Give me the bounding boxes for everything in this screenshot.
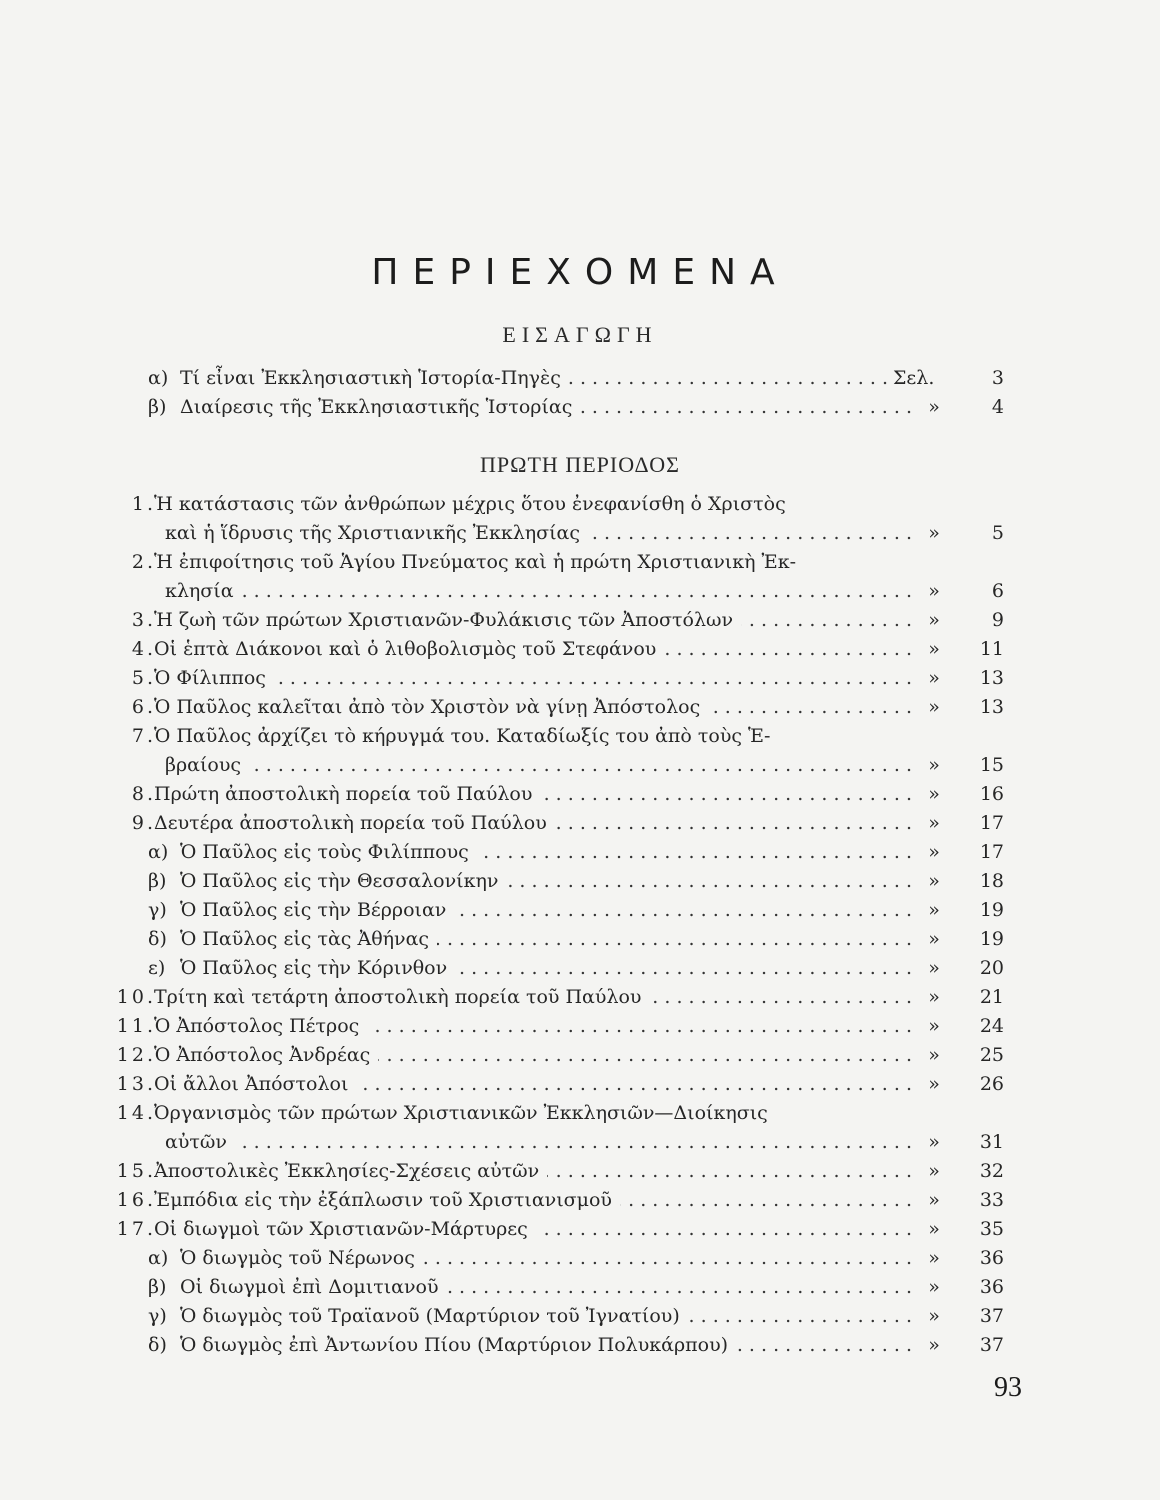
toc-entry-title: Ὁ Παῦλος ἀρχίζει τὸ κήρυγμά του. Καταδίωξίς του ἀπὸ τοὺς Ἑ- bbox=[154, 725, 771, 747]
toc-entry-number: 9. bbox=[131, 812, 156, 834]
toc-sub-label: β) bbox=[148, 870, 167, 892]
dot-leader bbox=[547, 1157, 912, 1185]
toc-sub-label: γ) bbox=[148, 1305, 167, 1327]
toc-entry bbox=[0, 1099, 1160, 1127]
ditto-mark: » bbox=[928, 928, 940, 950]
toc-entry-number: 7. bbox=[131, 725, 156, 747]
toc-page-number: 37 bbox=[979, 1334, 1004, 1356]
section-heading-intro: ΕΙΣΑΓΩΓΗ bbox=[502, 322, 658, 347]
toc-page-number: 16 bbox=[979, 783, 1004, 805]
toc-page-number: 18 bbox=[979, 870, 1004, 892]
dot-leader bbox=[242, 577, 912, 605]
toc-entry bbox=[0, 693, 1160, 721]
toc-entry-continuation bbox=[0, 519, 1160, 547]
toc-entry-title: Ἡ κατάστασις τῶν ἀνθρώπων μέχρις ὅτου ἐνεφανίσθη ὁ Χριστὸς bbox=[154, 493, 786, 515]
dot-leader bbox=[454, 896, 912, 924]
ditto-mark: » bbox=[928, 986, 940, 1008]
dot-leader bbox=[423, 1244, 912, 1272]
toc-entry-title: Ὀργανισμὸς τῶν πρώτων Χριστιανικῶν Ἐκκλησιῶν—Διοίκησις bbox=[154, 1102, 768, 1124]
ditto-mark: » bbox=[928, 1131, 940, 1153]
toc-entry bbox=[0, 490, 1160, 518]
toc-entry-title: Ὁ διωγμὸς τοῦ Τραϊανοῦ (Μαρτύριον τοῦ Ἰγνατίου) bbox=[180, 1305, 680, 1327]
toc-entry-title: Ὁ διωγμὸς ἐπὶ Ἀντωνίου Πίου (Μαρτύριον Πολυκάρπου) bbox=[180, 1334, 729, 1356]
ditto-mark: » bbox=[928, 841, 940, 863]
toc-entry-title: Πρώτη ἀποστολικὴ πορεία τοῦ Παύλου bbox=[154, 783, 533, 805]
toc-intro-entry bbox=[0, 364, 1160, 392]
ditto-mark: » bbox=[928, 783, 940, 805]
toc-page-number: 19 bbox=[979, 928, 1004, 950]
toc-sub-label: ε) bbox=[148, 957, 166, 979]
toc-entry-number: 14. bbox=[116, 1102, 156, 1124]
dot-leader bbox=[274, 664, 912, 692]
toc-sub-entry bbox=[0, 896, 1160, 924]
toc-page-number: 9 bbox=[991, 609, 1004, 631]
toc-page-number: 36 bbox=[979, 1247, 1004, 1269]
toc-entry-title: Ἐμπόδια εἰς τὴν ἐξάπλωσιν τοῦ Χριστιανισμοῦ bbox=[154, 1189, 612, 1211]
dot-leader bbox=[588, 519, 912, 547]
dot-leader bbox=[649, 983, 912, 1011]
dot-leader bbox=[708, 693, 912, 721]
ditto-mark: » bbox=[928, 522, 940, 544]
ditto-mark: » bbox=[928, 754, 940, 776]
ditto-mark: » bbox=[928, 396, 940, 418]
toc-page-number: 13 bbox=[979, 696, 1004, 718]
toc-entry-number: 1. bbox=[131, 493, 156, 515]
toc-sub-entry bbox=[0, 867, 1160, 895]
ditto-mark: » bbox=[928, 1189, 940, 1211]
toc-entry-number: 2. bbox=[131, 551, 156, 573]
toc-entry-title: Δευτέρα ἀποστολικὴ πορεία τοῦ Παύλου bbox=[154, 812, 547, 834]
dot-leader bbox=[447, 1273, 912, 1301]
toc-entry bbox=[0, 1186, 1160, 1214]
ditto-mark: » bbox=[928, 1334, 940, 1356]
toc-entry bbox=[0, 1041, 1160, 1069]
dot-leader bbox=[506, 867, 912, 895]
toc-sub-entry bbox=[0, 1331, 1160, 1359]
toc-entry-title: Ὁ Παῦλος εἰς τοὺς Φιλίππους bbox=[180, 841, 469, 863]
ditto-mark: » bbox=[928, 1015, 940, 1037]
toc-entry-title: Ὁ Παῦλος εἰς τὴν Θεσσαλονίκην bbox=[180, 870, 499, 892]
ditto-mark: » bbox=[928, 580, 940, 602]
dot-leader bbox=[367, 1012, 912, 1040]
dot-leader bbox=[540, 780, 912, 808]
toc-entry-title: κλησία bbox=[165, 580, 234, 602]
page-abbrev: Σελ. bbox=[893, 367, 935, 389]
toc-entry-number: 11. bbox=[116, 1015, 156, 1037]
toc-sub-label: α) bbox=[148, 367, 169, 389]
toc-page-number: 4 bbox=[991, 396, 1004, 418]
toc-entry-number: 3. bbox=[131, 609, 156, 631]
toc-page-number: 32 bbox=[979, 1160, 1004, 1182]
ditto-mark: » bbox=[928, 957, 940, 979]
toc-entry-number: 8. bbox=[131, 783, 156, 805]
toc-sub-entry bbox=[0, 838, 1160, 866]
ditto-mark: » bbox=[928, 1073, 940, 1095]
toc-sub-label: α) bbox=[148, 841, 169, 863]
toc-page-number: 31 bbox=[979, 1131, 1004, 1153]
toc-sub-entry bbox=[0, 954, 1160, 982]
dot-leader bbox=[620, 1186, 912, 1214]
ditto-mark: » bbox=[928, 812, 940, 834]
dot-leader bbox=[477, 838, 912, 866]
toc-page-number: 35 bbox=[979, 1218, 1004, 1240]
toc-entry-continuation bbox=[0, 577, 1160, 605]
toc-entry-number: 16. bbox=[116, 1189, 156, 1211]
dot-leader bbox=[741, 606, 912, 634]
section-heading-first-period: ΠΡΩΤΗ ΠΕΡΙΟΔΟΣ bbox=[480, 452, 680, 477]
toc-sub-label: β) bbox=[148, 1276, 167, 1298]
ditto-mark: » bbox=[928, 1276, 940, 1298]
toc-entry bbox=[0, 1070, 1160, 1098]
toc-entry bbox=[0, 809, 1160, 837]
toc-entry-number: 10. bbox=[116, 986, 156, 1008]
toc-entry-title: Ἡ ἐπιφοίτησις τοῦ Ἁγίου Πνεύματος καὶ ἡ πρώτη Χριστιανικὴ Ἐκ- bbox=[154, 551, 797, 573]
toc-entry-title: Ὁ Παῦλος εἰς τὰς Ἀθήνας bbox=[180, 928, 430, 950]
toc-entry-number: 5. bbox=[131, 667, 156, 689]
toc-entry bbox=[0, 635, 1160, 663]
toc-page-number: 17 bbox=[979, 812, 1004, 834]
toc-page-number: 15 bbox=[979, 754, 1004, 776]
toc-page-number: 13 bbox=[979, 667, 1004, 689]
toc-entry bbox=[0, 1012, 1160, 1040]
toc-entry-title: καὶ ἡ ἵδρυσις τῆς Χριστιανικῆς Ἐκκλησίας bbox=[165, 522, 581, 544]
toc-entry-title: Ὁ Παῦλος εἰς τὴν Κόρινθον bbox=[180, 957, 448, 979]
dot-leader bbox=[688, 1302, 912, 1330]
toc-entry-title: Οἱ ἄλλοι Ἀπόστολοι bbox=[154, 1073, 349, 1095]
toc-sub-entry bbox=[0, 1273, 1160, 1301]
dot-leader bbox=[437, 925, 912, 953]
ditto-mark: » bbox=[928, 899, 940, 921]
toc-entry-number: 4. bbox=[131, 638, 156, 660]
dot-leader bbox=[235, 1128, 912, 1156]
toc-entry-title: Ἡ ζωὴ τῶν πρώτων Χριστιανῶν-Φυλάκισις τῶν Ἀποστόλων bbox=[154, 609, 734, 631]
toc-entry bbox=[0, 548, 1160, 576]
toc-page-number: 36 bbox=[979, 1276, 1004, 1298]
toc-entry bbox=[0, 1215, 1160, 1243]
toc-entry bbox=[0, 1157, 1160, 1185]
toc-page-number: 3 bbox=[991, 367, 1004, 389]
dot-leader bbox=[455, 954, 912, 982]
toc-entry-title: Ὁ διωγμὸς τοῦ Νέρωνος bbox=[180, 1247, 415, 1269]
toc-intro-entry bbox=[0, 393, 1160, 421]
toc-entry bbox=[0, 722, 1160, 750]
toc-page-number: 19 bbox=[979, 899, 1004, 921]
toc-entry-title: Οἱ διωγμοὶ ἐπὶ Δομιτιανοῦ bbox=[180, 1276, 439, 1298]
toc-entry-title: Ὁ Φίλιππος bbox=[154, 667, 266, 689]
toc-page-number: 21 bbox=[979, 986, 1004, 1008]
toc-page-number: 11 bbox=[979, 638, 1004, 660]
toc-entry-title: αὐτῶν bbox=[165, 1131, 227, 1153]
toc-sub-entry bbox=[0, 1302, 1160, 1330]
ditto-mark: » bbox=[928, 638, 940, 660]
ditto-mark: » bbox=[928, 1247, 940, 1269]
toc-entry bbox=[0, 606, 1160, 634]
toc-page-number: 24 bbox=[979, 1015, 1004, 1037]
dot-leader bbox=[555, 809, 912, 837]
toc-sub-label: δ) bbox=[148, 928, 167, 950]
ditto-mark: » bbox=[928, 667, 940, 689]
toc-entry-title: Ὁ Ἀπόστολος Ἀνδρέας bbox=[154, 1044, 371, 1066]
toc-entry-title: Ὁ Ἀπόστολος Πέτρος bbox=[154, 1015, 360, 1037]
page-title: ΠΕΡΙΕΧΟΜΕΝΑ bbox=[371, 252, 789, 293]
toc-entry-number: 15. bbox=[116, 1160, 156, 1182]
toc-sub-entry bbox=[0, 1244, 1160, 1272]
toc-page-number: 5 bbox=[991, 522, 1004, 544]
toc-sub-label: β) bbox=[148, 396, 167, 418]
toc-entry-title: Τί εἶναι Ἐκκλησιαστικὴ Ἱστορία-Πηγὲς bbox=[180, 367, 561, 389]
toc-entry-number: 17. bbox=[116, 1218, 156, 1240]
toc-page-number: 33 bbox=[979, 1189, 1004, 1211]
toc-entry-number: 13. bbox=[116, 1073, 156, 1095]
toc-entry-number: 12. bbox=[116, 1044, 156, 1066]
dot-leader bbox=[580, 393, 912, 421]
toc-sub-entry bbox=[0, 925, 1160, 953]
toc-page-number: 26 bbox=[979, 1073, 1004, 1095]
toc-sub-label: α) bbox=[148, 1247, 169, 1269]
ditto-mark: » bbox=[928, 870, 940, 892]
toc-entry-continuation bbox=[0, 751, 1160, 779]
toc-page-number: 6 bbox=[991, 580, 1004, 602]
ditto-mark: » bbox=[928, 1044, 940, 1066]
toc-entry-continuation bbox=[0, 1128, 1160, 1156]
ditto-mark: » bbox=[928, 1305, 940, 1327]
dot-leader bbox=[378, 1041, 912, 1069]
dot-leader bbox=[569, 364, 888, 392]
toc-sub-label: γ) bbox=[148, 899, 167, 921]
toc-entry bbox=[0, 664, 1160, 692]
dot-leader bbox=[736, 1331, 912, 1359]
dot-leader bbox=[536, 1215, 912, 1243]
ditto-mark: » bbox=[928, 1218, 940, 1240]
toc-entry-title: Διαίρεσις τῆς Ἐκκλησιαστικῆς Ἱστορίας bbox=[180, 396, 573, 418]
dot-leader bbox=[664, 635, 912, 663]
dot-leader bbox=[249, 751, 912, 779]
toc-page-number: 25 bbox=[979, 1044, 1004, 1066]
ditto-mark: » bbox=[928, 609, 940, 631]
ditto-mark: » bbox=[928, 696, 940, 718]
toc-entry bbox=[0, 780, 1160, 808]
toc-entry bbox=[0, 983, 1160, 1011]
dot-leader bbox=[356, 1070, 912, 1098]
toc-entry-title: Τρίτη καὶ τετάρτη ἀποστολικὴ πορεία τοῦ Παύλου bbox=[154, 986, 642, 1008]
toc-entry-title: Οἱ ἑπτὰ Διάκονοι καὶ ὁ λιθοβολισμὸς τοῦ Στεφάνου bbox=[154, 638, 657, 660]
toc-page-number: 20 bbox=[979, 957, 1004, 979]
toc-entry-title: Ὁ Παῦλος καλεῖται ἀπὸ τὸν Χριστὸν νὰ γίνῃ Ἀπόστολος bbox=[154, 696, 701, 718]
toc-entry-title: Ὁ Παῦλος εἰς τὴν Βέρροιαν bbox=[180, 899, 447, 921]
toc-sub-label: δ) bbox=[148, 1334, 167, 1356]
toc-entry-title: Ἀποστολικὲς Ἐκκλησίες-Σχέσεις αὐτῶν bbox=[154, 1160, 540, 1182]
page-number: 93 bbox=[994, 1372, 1022, 1403]
toc-page-number: 17 bbox=[979, 841, 1004, 863]
ditto-mark: » bbox=[928, 1160, 940, 1182]
toc-entry-title: βραίους bbox=[165, 754, 242, 776]
toc-page-number: 37 bbox=[979, 1305, 1004, 1327]
toc-entry-number: 6. bbox=[131, 696, 156, 718]
toc-entry-title: Οἱ διωγμοὶ τῶν Χριστιανῶν-Μάρτυρες bbox=[154, 1218, 528, 1240]
